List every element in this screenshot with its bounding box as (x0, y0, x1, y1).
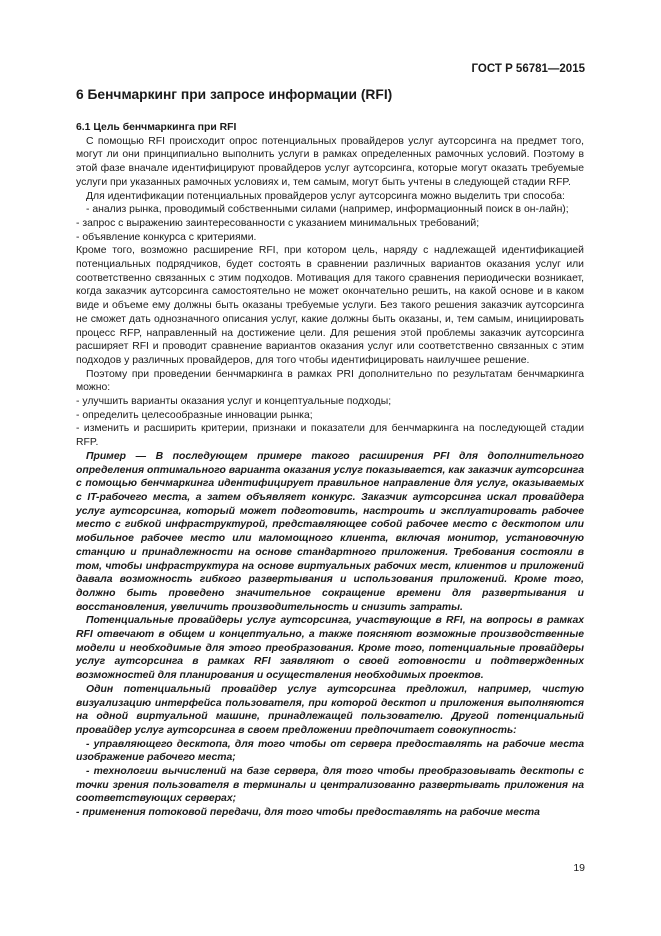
list-item: - определить целесообразные инновации рынка; (76, 409, 313, 421)
page-number: 19 (573, 862, 585, 874)
example-paragraph: Один потенциальный провайдер услуг аутсорсинга предложил, например, чистую визуализацию интерфейса пользователя, при которой десктоп и приложения выполняются на одной виртуальной машине, принадлежащей пользователю. Другой потенциальный провайдер услуг аутсорсинга в своем предложении предпочитает совокупность: (76, 683, 584, 736)
list-item: - изменить и расширить критерии, признаки и показатели для бенчмаркинга на последующей стадии RFP. (76, 423, 584, 449)
list-item: - улучшить варианты оказания услуг и концептуальные подходы; (76, 396, 392, 408)
paragraph: Для идентификации потенциальных провайдеров услуг аутсорсинга можно выделить три способа: (86, 190, 565, 202)
list-item: - объявление конкурса с критериями. (76, 231, 257, 243)
paragraph: С помощью RFI происходит опрос потенциальных провайдеров услуг аутсорсинга на предмет того, могут ли они принципиально выполнить услуги в рамках определенных рамочных условий. Поэтому в этой фазе вначале идентифицируют провайдеров услуг аутсорсинга, которые могут оказать требуемые услуги при указанных рамочных условиях и, тем самым, могут быть учтены в следующей стадии RFP. (76, 135, 584, 188)
example-block (76, 450, 584, 820)
list-item: - запрос с выражению заинтересованности с указанием минимальных требований; (76, 217, 480, 229)
paragraph: Кроме того, возможно расширение RFI, при котором цель, наряду с надлежащей идентификацией потенциальных подрядчиков, будет состоять в сравнении различных вариантов оказания услуг или соответственно связанных с этим подходов. Мотивация для такого сравнения периодически возникает, когда заказчик аутсорсинга самостоятельно не может окончательно решить, на какой основе и в каком виде и объеме ему должны быть оказаны требуемые услуги. Без такого решения заказчик аутсорсинга не сможет дать однозначного описания услуг, какие должны быть оказаны, и, тем самым, инициировать процесс RFP, направленный на достижение цели. Для решения этой проблемы заказчик аутсорсинга расширяет RFI и проводит сравнение вариантов оказания услуг или соответственно связанных с этим подходов у различных провайдеров, для того чтобы идентифицировать наилучшее решение. (76, 245, 584, 366)
subsection-title: 6.1 Цель бенчмаркинга при RFI (76, 122, 237, 133)
example-paragraph: Потенциальные провайдеры услуг аутсорсинга, участвующие в RFI, на вопросы в рамках RFI отвечают в общем и концептуально, а также поясняют возможные производственные модели и необходимые для этого преобразования. Кроме того, потенциальные провайдеры услуг аутсорсинга в рамках RFI заявляют о своей готовности и подтвержденных возможностей для планирования и осуществления необходимых проектов. (76, 615, 584, 682)
document-header: ГОСТ Р 56781—2015 (471, 63, 585, 75)
list-item: - анализ рынка, проводимый собственными силами (например, информационный поиск в он-лайн); (86, 204, 569, 216)
section-title: 6 Бенчмаркинг при запросе информации (RFI) (76, 87, 393, 102)
example-list-item: - применения потоковой передачи, для того чтобы предоставлять на рабочие места (76, 807, 540, 819)
page-content (76, 86, 584, 820)
example-list-item: - технологии вычислений на базе сервера, для того чтобы преобразовывать десктопы с точки зрения пользователя в терминалы и централизованно развертывать приложения на соответствующих серверах; (76, 766, 584, 805)
example-list-item: - управляющего десктопа, для того чтобы от сервера предоставлять на рабочие места изображение рабочего места; (76, 738, 584, 764)
paragraph: Поэтому при проведении бенчмаркинга в рамках PRI дополнительно по результатам бенчмаркинга можно: (76, 368, 584, 394)
example-paragraph: Пример — В последующем примере такого расширения PFI для дополнительного определения оптимального варианта оказания услуг показывается, как заказчик аутсорсинга с помощью бенчмаркинга идентифицирует правильное направление для услуг, оказываемых с IT-рабочего места, а затем объявляет конкурс. Заказчик аутсорсинга искал провайдера услуг аутсорсинга, который может подготовить, настроить и эксплуатировать рабочее место с гибкой инфраструктурой, представляющее собой рабочее место с десктопом или мобильное рабочее место или маломощного клиента, включая монитор, установочную станцию и принадлежности на основе стандартного приложения. Требования состояли в том, чтобы инфраструктура на основе виртуальных рабочих мест, клиентов и приложений давала возможность гибкого развертывания и использования приложений. Кроме того, должно быть проведено значительное сокращение времени для развертывания и восстановления, увеличить производительность и снизить затраты. (76, 450, 584, 613)
